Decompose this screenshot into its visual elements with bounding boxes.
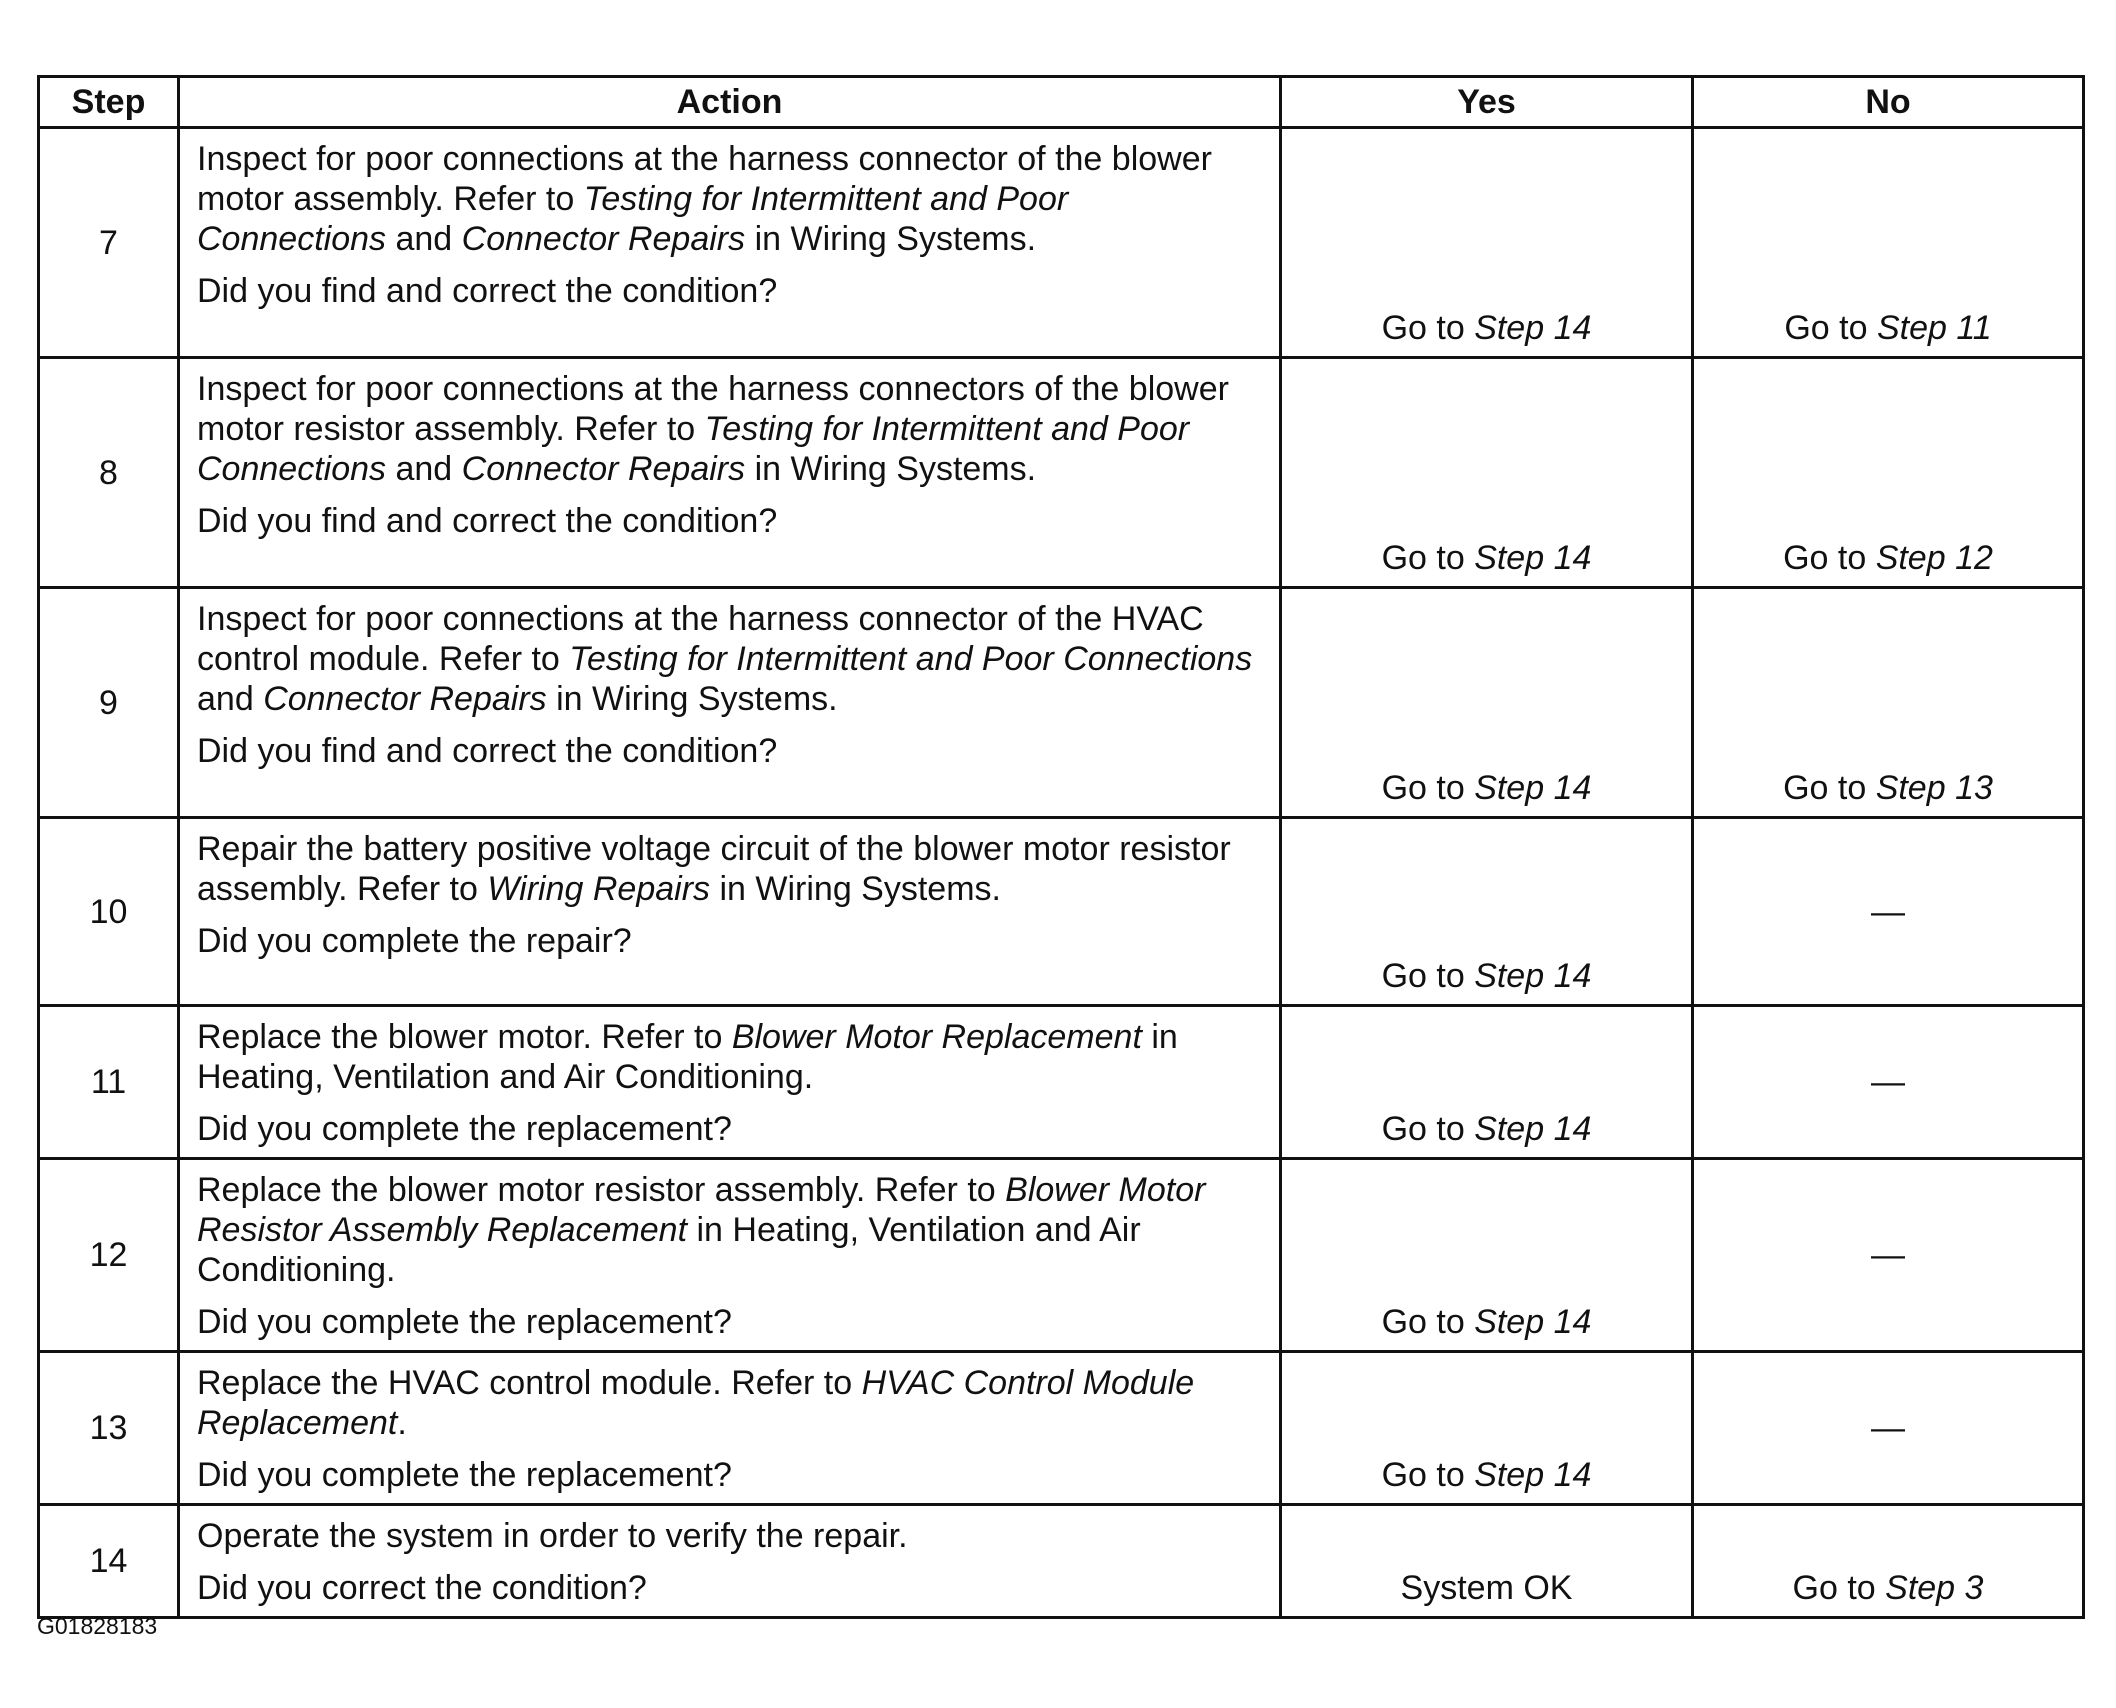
reference-link: Connector Repairs	[263, 680, 547, 718]
yes-result: Go to Step 14	[1281, 1159, 1693, 1352]
table-row	[39, 588, 2084, 818]
table-row	[39, 358, 2084, 588]
question-text: Did you complete the replacement?	[197, 1456, 732, 1494]
no-result-dash: —	[1693, 1159, 2084, 1352]
action-text: Inspect for poor connections at the harness connectors of the blower motor resistor assembly. Refer to Testing for Intermittent and Poor Connections and Connector Repairs in Wiring Systems.	[197, 370, 1229, 488]
action-cell	[179, 1159, 1281, 1352]
step-reference: Step 14	[1474, 1110, 1592, 1148]
step-reference: Step 14	[1474, 957, 1592, 995]
diagnostic-table	[37, 75, 2085, 1619]
step-column-header: Step	[39, 77, 179, 128]
step-reference: Step 14	[1474, 1456, 1592, 1494]
step-reference: Step 14	[1474, 769, 1592, 807]
question-text: Did you find and correct the condition?	[197, 502, 778, 540]
table-row	[39, 1505, 2084, 1618]
reference-link: Testing for Intermittent and Poor Connections	[197, 410, 1190, 488]
table-row	[39, 128, 2084, 358]
question-text: Did you find and correct the condition?	[197, 272, 778, 310]
step-number: 11	[39, 1006, 179, 1159]
action-cell	[179, 818, 1281, 1006]
no-result: Go to Step 13	[1693, 588, 2084, 818]
reference-link: HVAC Control Module Replacement	[197, 1364, 1195, 1442]
reference-link: Connector Repairs	[461, 220, 746, 258]
action-cell	[179, 1505, 1281, 1618]
reference-link: Connector Repairs	[461, 450, 746, 488]
question-text: Did you correct the condition?	[197, 1569, 647, 1607]
action-cell	[179, 588, 1281, 818]
yes-result: Go to Step 14	[1281, 588, 1693, 818]
question-text: Did you complete the replacement?	[197, 1110, 732, 1148]
table-row	[39, 818, 2084, 1006]
no-result-dash: —	[1693, 818, 2084, 1006]
no-column-header: No	[1693, 77, 2084, 128]
yes-result: System OK	[1281, 1505, 1693, 1618]
step-reference: Step 12	[1875, 539, 1993, 577]
step-reference: Step 14	[1474, 539, 1592, 577]
question-text: Did you find and correct the condition?	[197, 732, 778, 770]
action-text: Inspect for poor connections at the harness connector of the HVAC control module. Refer to Testing for Intermittent and Poor Connections and Connector Repairs in Wiring Systems.	[197, 600, 1253, 718]
action-cell	[179, 128, 1281, 358]
step-number: 8	[39, 358, 179, 588]
action-text: Replace the HVAC control module. Refer to HVAC Control Module Replacement.	[197, 1364, 1195, 1442]
action-cell	[179, 358, 1281, 588]
step-reference: Step 14	[1474, 1303, 1592, 1341]
action-text: Operate the system in order to verify the repair.	[197, 1517, 908, 1555]
step-number: 7	[39, 128, 179, 358]
table-header-row	[39, 77, 2084, 128]
reference-link: Testing for Intermittent and Poor Connections	[197, 180, 1069, 258]
action-cell	[179, 1006, 1281, 1159]
yes-result: Go to Step 14	[1281, 1006, 1693, 1159]
step-number: 9	[39, 588, 179, 818]
no-result-dash: —	[1693, 1006, 2084, 1159]
action-column-header: Action	[179, 77, 1281, 128]
action-text: Repair the battery positive voltage circuit of the blower motor resistor assembly. Refer to Wiring Repairs in Wiring Systems.	[197, 830, 1231, 908]
no-result: Go to Step 12	[1693, 358, 2084, 588]
step-reference: Step 13	[1875, 769, 1993, 807]
reference-link: Testing for Intermittent and Poor Connections	[569, 640, 1253, 678]
table-row	[39, 1006, 2084, 1159]
question-text: Did you complete the repair?	[197, 922, 632, 960]
step-reference: Step 11	[1876, 309, 1992, 347]
step-number: 14	[39, 1505, 179, 1618]
yes-result: Go to Step 14	[1281, 358, 1693, 588]
yes-result: Go to Step 14	[1281, 128, 1693, 358]
no-result: Go to Step 11	[1693, 128, 2084, 358]
step-reference: Step 3	[1885, 1569, 1984, 1607]
step-number: 13	[39, 1352, 179, 1505]
reference-link: Blower Motor Replacement	[731, 1018, 1142, 1056]
no-result-dash: —	[1693, 1352, 2084, 1505]
yes-column-header: Yes	[1281, 77, 1693, 128]
action-text: Replace the blower motor. Refer to Blower Motor Replacement in Heating, Ventilation and Air Conditioning.	[197, 1018, 1178, 1096]
action-text: Inspect for poor connections at the harness connector of the blower motor assembly. Refer to Testing for Intermittent and Poor Connections and Connector Repairs in Wiring Systems.	[197, 140, 1212, 258]
yes-result: Go to Step 14	[1281, 1352, 1693, 1505]
action-cell	[179, 1352, 1281, 1505]
yes-result: Go to Step 14	[1281, 818, 1693, 1006]
table-row	[39, 1352, 2084, 1505]
figure-code: G01828183	[37, 1613, 158, 1639]
reference-link: Wiring Repairs	[487, 870, 711, 908]
step-number: 10	[39, 818, 179, 1006]
reference-link: Blower Motor Resistor Assembly Replacement	[197, 1171, 1206, 1249]
question-text: Did you complete the replacement?	[197, 1303, 732, 1341]
step-number: 12	[39, 1159, 179, 1352]
step-reference: Step 14	[1474, 309, 1592, 347]
no-result: Go to Step 3	[1693, 1505, 2084, 1618]
action-text: Replace the blower motor resistor assembly. Refer to Blower Motor Resistor Assembly Replacement in Heating, Ventilation and Air Conditioning.	[197, 1171, 1206, 1289]
table-row	[39, 1159, 2084, 1352]
